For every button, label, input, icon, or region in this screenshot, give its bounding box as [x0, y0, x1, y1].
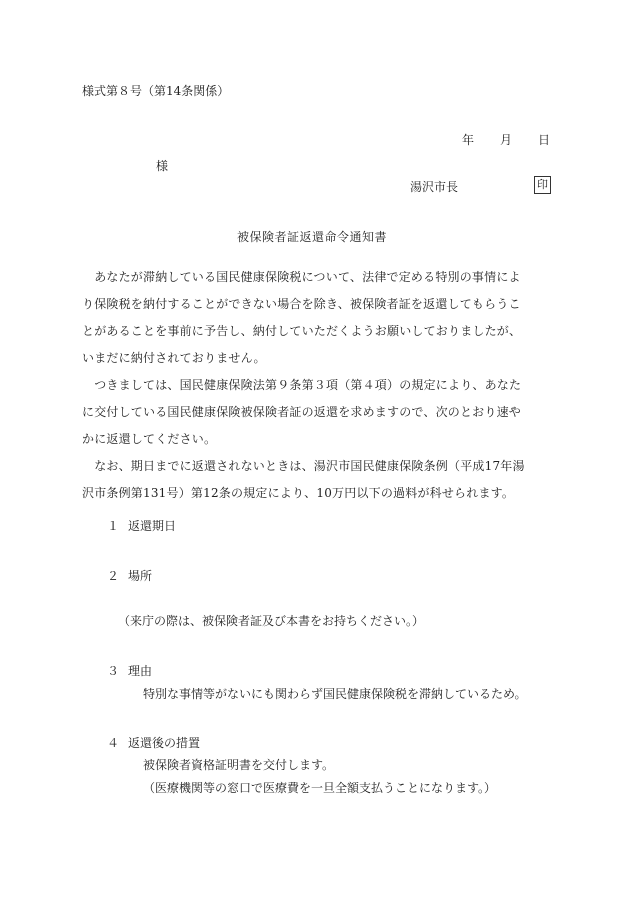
body-line: あなたが滞納している国民健康保険税について、法律で定める特別の事情によ [82, 270, 521, 284]
body-line: 沢市条例第131号）第12条の規定により、10万円以下の過料が科せられます。 [82, 486, 515, 500]
section-note: （医療機関等の窓口で医療費を一旦全額支払うことになります。） [143, 781, 497, 795]
section-detail: 特別な事情等がないにも関わらず国民健康保険税を滞納しているため。 [143, 687, 527, 701]
body-line: いまだに納付されておりません。 [82, 351, 266, 365]
section-label: 返還期日 [128, 519, 177, 533]
body-line: かに返還してください。 [82, 432, 217, 446]
document-title: 被保険者証返還命令通知書 [237, 230, 388, 244]
body-line: に交付している国民健康保険被保険者証の返還を求めますので、次のとおり速や [82, 405, 521, 419]
seal-mark: 印 [534, 176, 551, 194]
section-number: ４ [107, 736, 120, 750]
date-month-label: 月 [500, 133, 513, 147]
section-number: １ [107, 519, 120, 533]
date-day-label: 日 [538, 133, 551, 147]
section-note: （来庁の際は、被保険者証及び本書をお持ちください。） [118, 614, 425, 628]
section-label: 理由 [128, 664, 153, 678]
body-line: なお、期日までに返還されないときは、湯沢市国民健康保険条例（平成17年湯 [82, 459, 525, 473]
body-line: り保険税を納付することができない場合を除き、被保険者証を返還してもらうこ [82, 297, 521, 311]
section-number: ２ [107, 569, 120, 583]
section-number: ３ [107, 664, 120, 678]
form-number: 様式第８号（第14条関係） [82, 84, 230, 98]
issuer-name: 湯沢市長 [410, 180, 459, 194]
section-detail: 被保険者資格証明書を交付します。 [143, 758, 335, 772]
section-label: 場所 [128, 569, 153, 583]
body-line: つきましては、国民健康保険法第９条第３項（第４項）の規定により、あなた [82, 378, 522, 392]
addressee-suffix: 様 [156, 159, 169, 173]
date-year-label: 年 [462, 133, 475, 147]
section-label: 返還後の措置 [128, 736, 201, 750]
body-line: とがあることを事前に予告し、納付していただくようお願いしておりましたが、 [82, 324, 522, 338]
